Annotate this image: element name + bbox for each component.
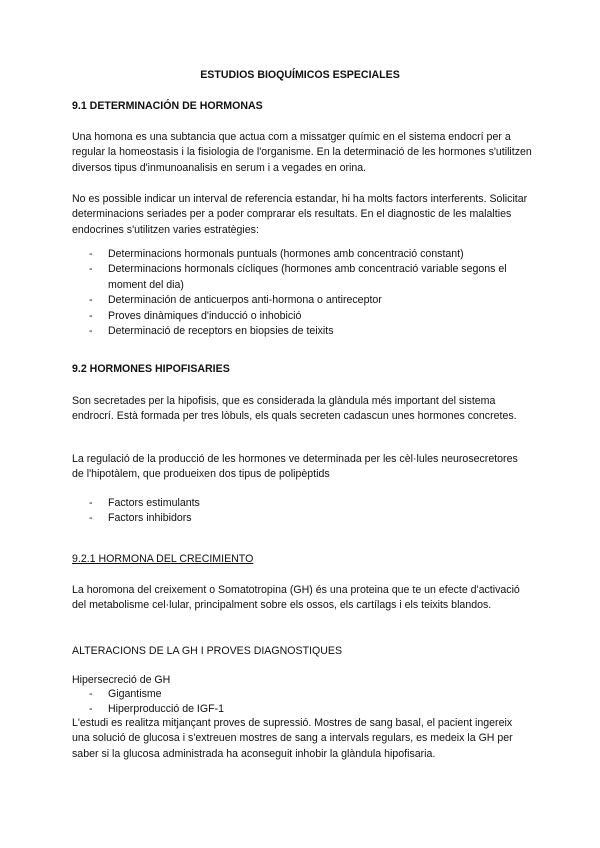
section-9-1-heading: 9.1 DETERMINACIÓN DE HORMONAS (72, 100, 263, 112)
document-title: ESTUDIOS BIOQUÍMICOS ESPECIALES (200, 69, 400, 81)
list-item: - Factors estimulants (89, 497, 200, 509)
section-9-2-paragraph-2: La regulació de la producció de les hormones ve determinada per les cèl·lules neurosecretores de l'hipotàlem, que produeixen dos tipus de polipèptids (72, 453, 518, 481)
list-item: - Hiperproducció de IGF-1 (89, 703, 224, 716)
gh-alterations-subheading: ALTERACIONS DE LA GH I PROVES DIAGNOSTIQUES (72, 645, 343, 657)
strategies-list (72, 247, 532, 339)
section-9-2-paragraph-1: Son secretades per la hipofisis, que es considerada la glàndula més important del sistema endrocrí. Està formada per tres lòbuls, els quals secreten cadascun unes hormones concretes. (72, 395, 517, 423)
section-9-1-paragraph-2: No es possible indicar un interval de referencia estandar, hi ha molts factors interferents. Solicitar determinacions seriades per a poder comprarar els resultats. En el diagnostic de les malalties endocrines s'utilitzen varies estratègies: (72, 193, 528, 236)
section-9-2-1-paragraph-1: La horomona del creixement o Somatotropina (GH) és una proteina que te un efecte d'activació del metabolisme cel·lular, principalment sobre els ossos, els cartílags i els teixits blandos. (72, 584, 520, 612)
section-9-1-paragraph-1: Una homona es una subtancia que actua com a missatger químic en el sistema endocrí per a regular la homeostasis i la fisiologia de l'organisme. En la determinació de les hormones s'utilitzen diversos tipus d'inmunoanalisis en serum i a vegades en orina. (72, 131, 532, 174)
list-item: - Determinación de anticuerpos anti-hormona o antireceptor (89, 294, 382, 307)
list-item: - Determinacions hormonals cícliques (hormones amb concentració variable segons el moment del dia) (89, 263, 507, 291)
section-9-2-1-paragraph-2: L'estudi es realitza mitjançant proves de supressió. Mostres de sang basal, el pacient ingereix una solució de glucosa i s'extreuen mostres de sang a intervals regulars, es medeix la GH per saber si la glucosa administrada ha aconseguit inhobir la glàndula hipofisaria. (72, 717, 513, 760)
hypersecretion-list (72, 687, 532, 718)
list-item: - Determinacions hormonals puntuals (hormones amb concentració constant) (89, 248, 464, 260)
hypersecretion-label: Hipersecreció de GH (72, 674, 171, 686)
list-item: - Proves dinàmiques d'inducció o inhobició (89, 309, 302, 322)
section-9-2-heading: 9.2 HORMONES HIPOFISARIES (72, 363, 230, 375)
list-item: - Gigantisme (89, 688, 162, 700)
section-9-2-1-heading: 9.2.1 HORMONA DEL CRECIMIENTO (72, 553, 254, 565)
list-item: - Determinació de receptors en biopsies de teixits (89, 325, 334, 338)
polypeptide-factors-list (72, 496, 532, 527)
list-item: - Factors inhibidors (89, 512, 192, 525)
